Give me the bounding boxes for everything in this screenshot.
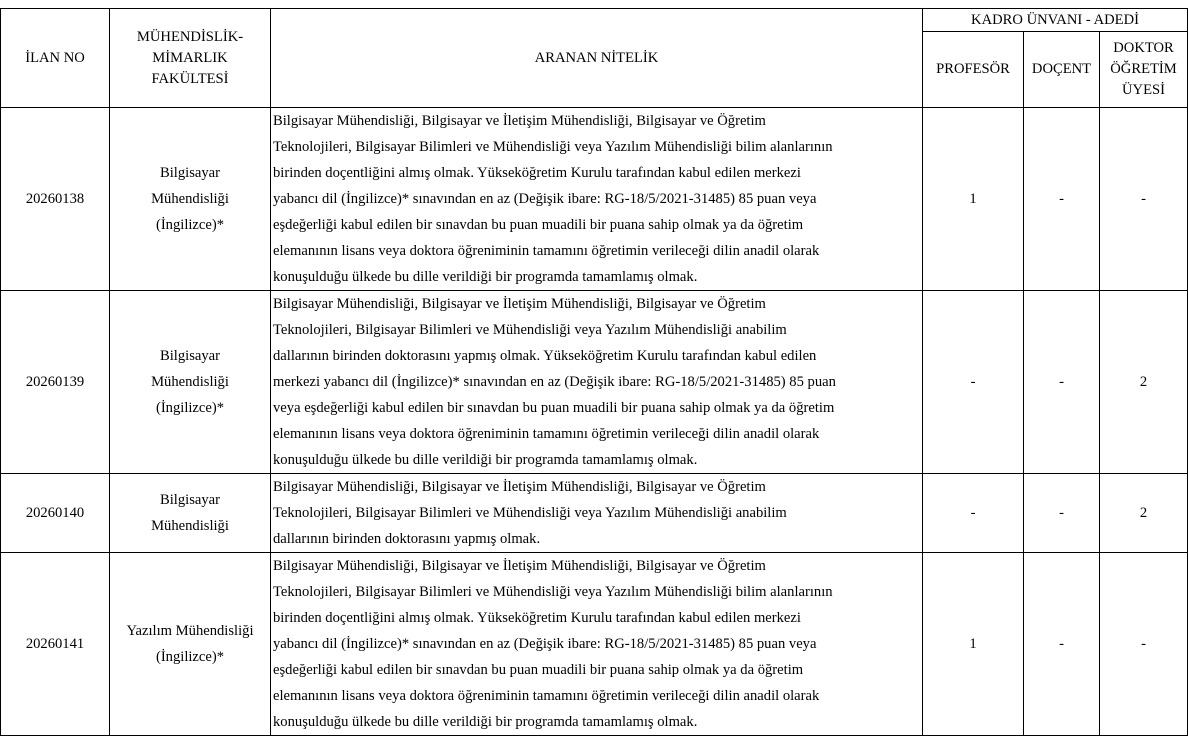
ilan-no-cell: 20260138 xyxy=(1,108,110,291)
header-dr-ogretim xyxy=(1100,32,1188,108)
department-line: (İngilizce)* xyxy=(155,217,225,233)
criteria-cell xyxy=(271,474,923,553)
criteria-line: konuşulduğu ülkede bu dille verildiği bir programda tamamlamış olmak. xyxy=(273,269,698,285)
header-ilan-no: İLAN NO xyxy=(1,9,110,108)
department-line: Mühendisliği xyxy=(151,518,229,534)
header-criteria: ARANAN NİTELİK xyxy=(271,9,923,108)
table-row xyxy=(1,553,1188,736)
header-faculty-line: FAKÜLTESİ xyxy=(151,70,229,87)
department-line: (İngilizce)* xyxy=(155,649,225,665)
department-line: Yazılım Mühendisliği xyxy=(126,623,254,639)
criteria-line: dallarının birinden doktorasını yapmış olmak. Yükseköğretim Kurulu tarafından kabul edilen xyxy=(273,348,817,364)
ilan-no-cell: 20260139 xyxy=(1,291,110,474)
criteria-line: yabancı dil (İngilizce)* sınavından en az (Değişik ibare: RG-18/5/2021-31485) 85 puan veya xyxy=(273,636,817,652)
criteria-line: Teknolojileri, Bilgisayar Bilimleri ve Mühendisliği veya Yazılım Mühendisliği anabilim xyxy=(273,322,787,338)
criteria-line: Bilgisayar Mühendisliği, Bilgisayar ve İletişim Mühendisliği, Bilgisayar ve Öğretim xyxy=(273,479,766,495)
header-faculty-line: MÜHENDİSLİK- xyxy=(136,28,244,45)
criteria-line: dallarının birinden doktorasını yapmış olmak. xyxy=(273,531,541,547)
profesor-count: - xyxy=(923,474,1024,553)
department-cell xyxy=(110,474,271,553)
criteria-line: Bilgisayar Mühendisliği, Bilgisayar ve İletişim Mühendisliği, Bilgisayar ve Öğretim xyxy=(273,558,766,574)
ilan-no-cell: 20260140 xyxy=(1,474,110,553)
dr-ogretim-count: - xyxy=(1100,553,1188,736)
header-dr-line: ÜYESİ xyxy=(1122,82,1165,98)
criteria-line: eşdeğerliği kabul edilen bir sınavdan bu puan muadili bir puana sahip olmak ya da öğretim xyxy=(273,662,804,678)
header-kadro-group: KADRO ÜNVANI - ADEDİ xyxy=(923,9,1188,32)
department-cell xyxy=(110,108,271,291)
criteria-cell xyxy=(271,108,923,291)
criteria-line: Teknolojileri, Bilgisayar Bilimleri ve Mühendisliği veya Yazılım Mühendisliği bilim alanlarının xyxy=(273,139,833,155)
criteria-line: konuşulduğu ülkede bu dille verildiği bir programda tamamlamış olmak. xyxy=(273,452,698,468)
department-cell xyxy=(110,291,271,474)
profesor-count: 1 xyxy=(923,553,1024,736)
header-dr-line: ÖĞRETİM xyxy=(1110,61,1177,77)
header-faculty-line: MİMARLIK xyxy=(152,49,228,66)
header-faculty xyxy=(110,9,271,108)
criteria-line: eşdeğerliği kabul edilen bir sınavdan bu puan muadili bir puana sahip olmak ya da öğretim xyxy=(273,217,804,233)
positions-table xyxy=(0,8,1188,736)
criteria-line: veya eşdeğerliği kabul edilen bir sınavdan bu puan muadili bir puana sahip olmak ya da öğretim xyxy=(273,400,835,416)
header-profesor: PROFESÖR xyxy=(923,32,1024,108)
criteria-cell xyxy=(271,553,923,736)
dr-ogretim-count: 2 xyxy=(1100,474,1188,553)
table-row xyxy=(1,108,1188,291)
criteria-line: birinden doçentliğini almış olmak. Yükseköğretim Kurulu tarafından kabul edilen merkezi xyxy=(273,165,801,181)
table-row xyxy=(1,291,1188,474)
dr-ogretim-count: 2 xyxy=(1100,291,1188,474)
criteria-line: Bilgisayar Mühendisliği, Bilgisayar ve İletişim Mühendisliği, Bilgisayar ve Öğretim xyxy=(273,296,766,312)
header-dr-line: DOKTOR xyxy=(1113,40,1174,56)
criteria-line: konuşulduğu ülkede bu dille verildiği bir programda tamamlamış olmak. xyxy=(273,714,698,730)
docent-count: - xyxy=(1024,474,1100,553)
docent-count: - xyxy=(1024,553,1100,736)
table-row xyxy=(1,474,1188,553)
criteria-line: elemanının lisans veya doktora öğreniminin tamamını öğretimin verileceği dilin anadil olarak xyxy=(273,688,820,704)
profesor-count: 1 xyxy=(923,108,1024,291)
ilan-no-cell: 20260141 xyxy=(1,553,110,736)
header-row-1 xyxy=(1,9,1188,32)
department-line: Mühendisliği xyxy=(151,191,229,207)
criteria-cell xyxy=(271,291,923,474)
department-cell xyxy=(110,553,271,736)
dr-ogretim-count: - xyxy=(1100,108,1188,291)
profesor-count: - xyxy=(923,291,1024,474)
department-line: Bilgisayar xyxy=(160,492,220,508)
criteria-line: elemanının lisans veya doktora öğreniminin tamamını öğretimin verileceği dilin anadil olarak xyxy=(273,426,820,442)
criteria-line: birinden doçentliğini almış olmak. Yükseköğretim Kurulu tarafından kabul edilen merkezi xyxy=(273,610,801,626)
department-line: Bilgisayar xyxy=(160,165,220,181)
criteria-line: merkezi yabancı dil (İngilizce)* sınavından en az (Değişik ibare: RG-18/5/2021-31485) 85 puan xyxy=(273,374,836,390)
department-line: (İngilizce)* xyxy=(155,400,225,416)
header-docent: DOÇENT xyxy=(1024,32,1100,108)
department-line: Bilgisayar xyxy=(160,348,220,364)
criteria-line: yabancı dil (İngilizce)* sınavından en az (Değişik ibare: RG-18/5/2021-31485) 85 puan veya xyxy=(273,191,817,207)
criteria-line: Teknolojileri, Bilgisayar Bilimleri ve Mühendisliği veya Yazılım Mühendisliği bilim alanlarının xyxy=(273,584,833,600)
docent-count: - xyxy=(1024,108,1100,291)
docent-count: - xyxy=(1024,291,1100,474)
criteria-line: Teknolojileri, Bilgisayar Bilimleri ve Mühendisliği veya Yazılım Mühendisliği anabilim xyxy=(273,505,787,521)
criteria-line: elemanının lisans veya doktora öğreniminin tamamını öğretimin verileceği dilin anadil olarak xyxy=(273,243,820,259)
department-line: Mühendisliği xyxy=(151,374,229,390)
criteria-line: Bilgisayar Mühendisliği, Bilgisayar ve İletişim Mühendisliği, Bilgisayar ve Öğretim xyxy=(273,113,766,129)
